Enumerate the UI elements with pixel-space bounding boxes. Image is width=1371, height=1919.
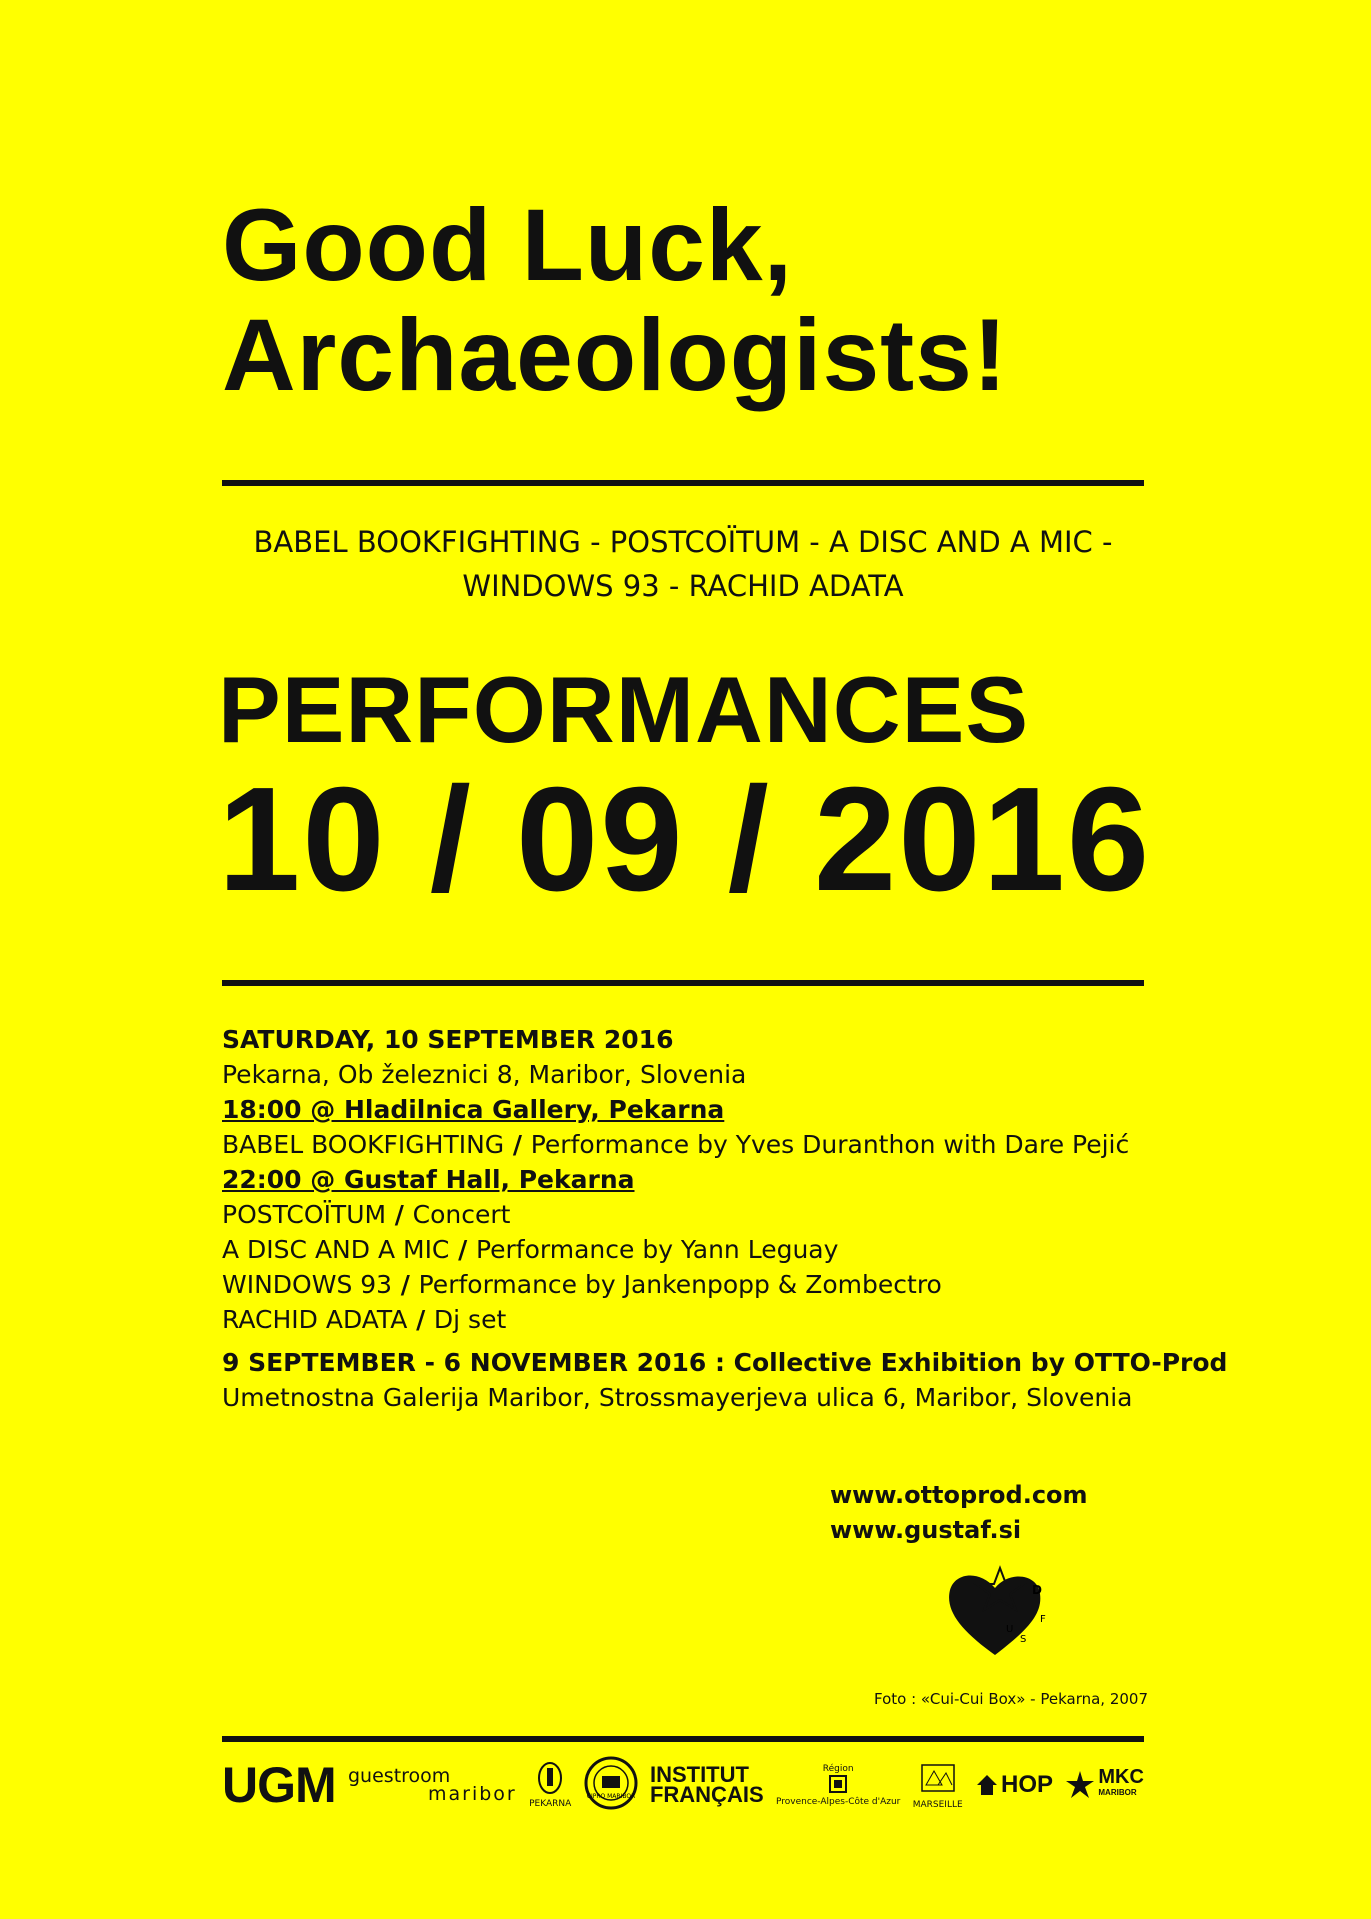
divider-bottom [222, 1736, 1144, 1742]
region-paca-logo: Région Provence-Alpes-Côte d'Azur [775, 1763, 901, 1807]
link-gustaf[interactable]: www.gustaf.si [830, 1516, 1022, 1544]
website-links [830, 1478, 1088, 1548]
program-slot-2: 22:00 @ Gustaf Hall, Pekarna [222, 1165, 635, 1194]
hop-logo: HOP [975, 1771, 1053, 1799]
svg-text:CIPRO MARIBOR: CIPRO MARIBOR [586, 1792, 635, 1800]
marseille-logo: MARSEILLE [913, 1761, 963, 1810]
exhibition-title: 9 SEPTEMBER - 6 NOVEMBER 2016 : Collective Exhibition by OTTO-Prod [222, 1348, 1228, 1377]
program-item: POSTCOÏTUM / Concert [222, 1200, 511, 1229]
cipro-seal-icon [584, 1756, 638, 1810]
house-icon [975, 1773, 999, 1797]
institut-francais-logo: INSTITUT FRANÇAIS [649, 1762, 764, 1807]
logo-letter: S [1020, 1634, 1027, 1645]
heart-shape [949, 1575, 1040, 1655]
pekarna-logo: PEKARNA [529, 1762, 571, 1809]
pekarna-emblem-icon [536, 1762, 564, 1796]
program-item: A DISC AND A MIC / Performance by Yann Leguay [222, 1235, 839, 1264]
event-date: 10 / 09 / 2016 [218, 757, 1152, 922]
link-ottoprod[interactable]: www.ottoprod.com [830, 1481, 1088, 1509]
logo-letter: F [1040, 1614, 1046, 1625]
program-item: WINDOWS 93 / Performance by Jankenpopp & Zombectro [222, 1270, 942, 1299]
star-icon [1065, 1770, 1095, 1800]
ottoprod-gustaf-logo [940, 1560, 1060, 1660]
artists-line-1: BABEL BOOKFIGHTING - POSTCOÏTUM - A DISC AND A MIC - [253, 525, 1113, 559]
guestroom-logo: guestroom maribor [348, 1765, 517, 1805]
program-slot-1: 18:00 @ Hladilnica Gallery, Pekarna [222, 1095, 725, 1124]
exhibition-venue: Umetnostna Galerija Maribor, Strossmayerjeva ulica 6, Maribor, Slovenia [222, 1383, 1133, 1412]
program-item: RACHID ADATA / Dj set [222, 1305, 507, 1334]
title-line-1: Good Luck, [222, 188, 793, 302]
marseille-emblem-icon [918, 1761, 958, 1797]
title-line-2: Archaeologists! [222, 298, 1008, 412]
headline: PERFORMANCES [218, 657, 1030, 762]
logo-letter: U [1006, 1624, 1014, 1635]
mkc-logo: MKC MARIBOR [1065, 1769, 1144, 1801]
program-venue: Pekarna, Ob železnici 8, Maribor, Slovenia [222, 1060, 747, 1089]
divider-middle [222, 980, 1144, 986]
cipro-logo [584, 1756, 638, 1815]
program [222, 1022, 1228, 1415]
program-item: BABEL BOOKFIGHTING / Performance by Yves Duranthon with Dare Pejić [222, 1130, 1130, 1159]
photo-credit: Foto : «Cui-Cui Box» - Pekarna, 2007 [874, 1690, 1148, 1708]
artists-list [222, 520, 1144, 608]
program-day: SATURDAY, 10 SEPTEMBER 2016 [222, 1025, 674, 1054]
artists-line-2: WINDOWS 93 - RACHID ADATA [462, 569, 904, 603]
poster-title [222, 190, 1182, 410]
ugm-logo: UGM [222, 1757, 336, 1813]
logo-letter: D [1032, 1583, 1042, 1597]
region-emblem-icon [828, 1774, 848, 1794]
divider-top [222, 480, 1144, 486]
sponsor-logos [222, 1755, 1144, 1815]
